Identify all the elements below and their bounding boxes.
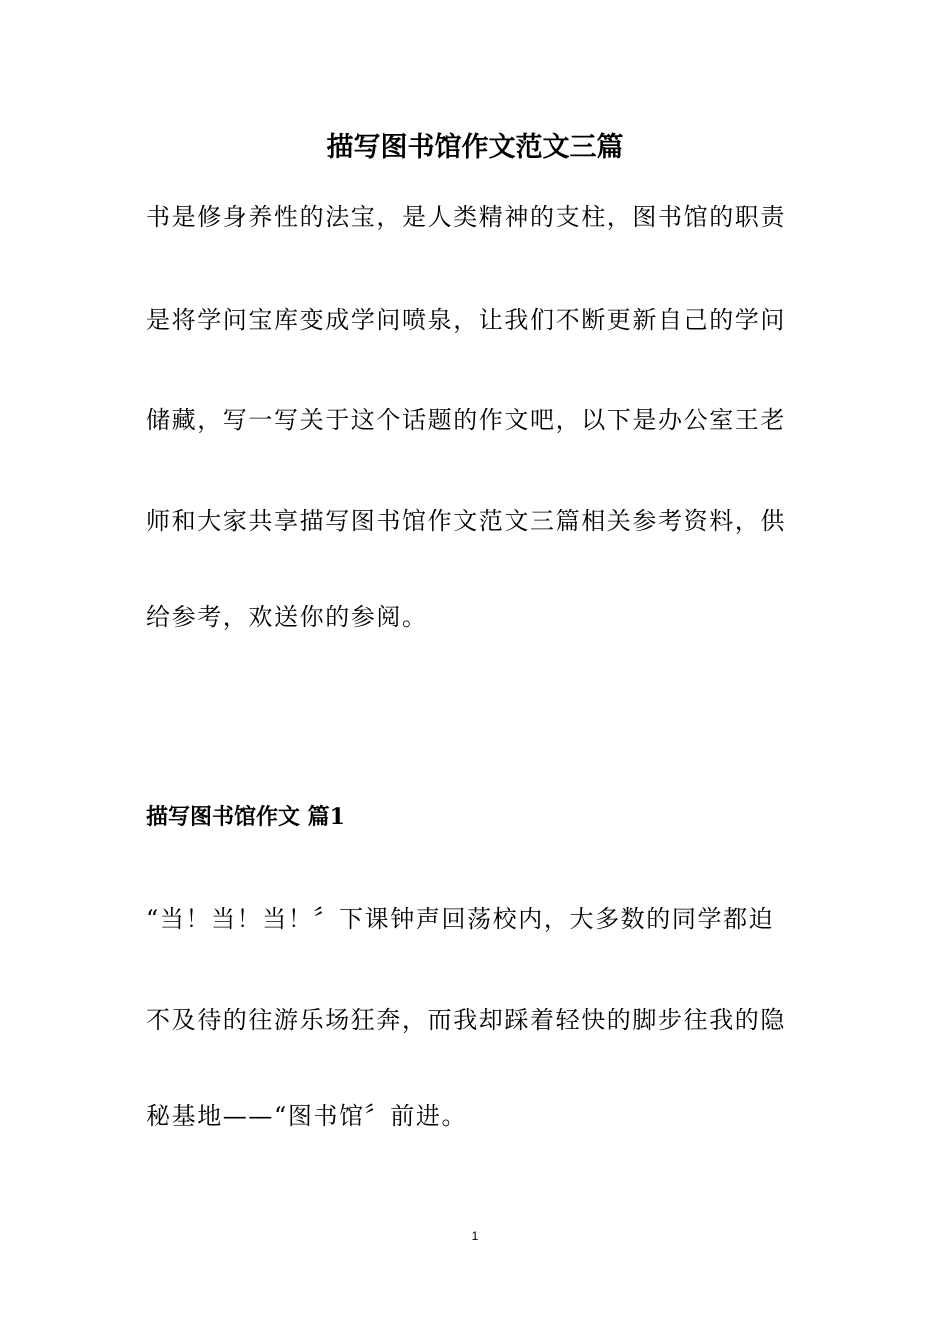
- intro-line: 书是修身养性的法宝，是人类精神的支柱，图书馆的职责: [146, 203, 786, 231]
- intro-line: 给参考，欢送你的参阅。: [146, 603, 428, 631]
- intro-line: 是将学问宝库变成学问喷泉，让我们不断更新自己的学问: [146, 306, 786, 334]
- section-line: “当！当！当！〞下课钟声回荡校内，大多数的同学都迫: [146, 905, 775, 933]
- section-line: 秘基地——“图书馆〞前进。: [146, 1102, 468, 1130]
- section-line: 不及待的往游乐场狂奔，而我却踩着轻快的脚步往我的隐: [146, 1006, 786, 1034]
- document-title: 描写图书馆作文范文三篇: [326, 132, 624, 163]
- intro-line: 储藏，写一写关于这个话题的作文吧，以下是办公室王老: [146, 406, 786, 434]
- section-heading: 描写图书馆作文 篇1: [146, 804, 345, 830]
- page-number: 1: [471, 1229, 479, 1243]
- intro-line: 师和大家共享描写图书馆作文范文三篇相关参考资料，供: [146, 507, 786, 535]
